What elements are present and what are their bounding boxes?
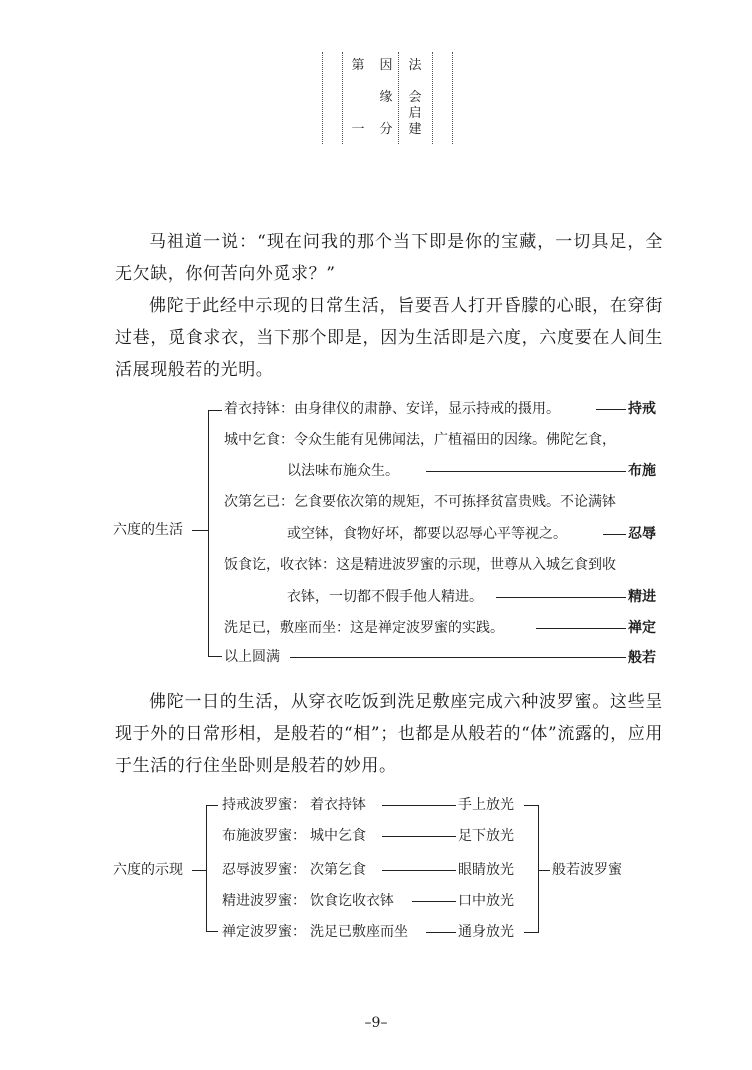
bracket-stem bbox=[192, 870, 206, 871]
header-dotted-rule bbox=[322, 52, 323, 144]
page-number: –9– bbox=[364, 1015, 388, 1031]
daily-act: 饮食讫收衣钵 bbox=[310, 893, 394, 909]
diagram-root-label: 六度的生活 bbox=[113, 522, 183, 538]
paramita-label: 持戒波罗蜜： bbox=[222, 797, 306, 813]
leader-line bbox=[596, 409, 626, 410]
paragraph-prajna: 佛陀一日的生活，从穿衣吃饭到洗足敷座完成六种波罗蜜。这些呈现于外的日常形相，是般若的“相”；也都是从般若的“体”流露的，应用于生活的行住坐卧则是般若的妙用。 bbox=[115, 692, 663, 776]
diagram-item-line: 城中乞食：令众生能有见佛闻法，广植福田的因缘。佛陀乞食， bbox=[224, 432, 616, 448]
right-bracket-top bbox=[524, 805, 538, 806]
paramita-label: 忍辱波罗蜜： bbox=[222, 862, 306, 878]
header-dotted-rule bbox=[398, 52, 399, 144]
header-dotted-rule bbox=[452, 52, 453, 144]
right-bracket-stem bbox=[538, 870, 550, 871]
paramita-label: 布施波罗蜜： bbox=[222, 828, 306, 844]
right-bracket-bottom bbox=[524, 932, 538, 933]
leader-line bbox=[382, 836, 456, 837]
header-title: 法 会 启 建 bbox=[408, 58, 422, 137]
leader-line bbox=[382, 805, 456, 806]
header-dotted-rule bbox=[432, 52, 433, 144]
light-label: 通身放光 bbox=[458, 924, 514, 940]
bracket-top bbox=[208, 410, 222, 411]
paramita-tag: 忍辱 bbox=[628, 526, 656, 542]
bracket-top bbox=[206, 805, 218, 806]
header-section: 因 缘 分 bbox=[379, 58, 393, 137]
paramita-tag: 禅定 bbox=[628, 620, 656, 636]
diagram-root-label: 六度的示现 bbox=[113, 862, 183, 878]
light-label: 口中放光 bbox=[458, 893, 514, 909]
leader-line bbox=[603, 534, 626, 535]
right-bracket-spine bbox=[538, 805, 539, 933]
daily-act: 次第乞食 bbox=[310, 862, 366, 878]
header-chapter: 第 一 bbox=[351, 58, 365, 137]
diagram-item-line: 饭食讫，收衣钵：这是精进波罗蜜的示现，世尊从入城乞食到收 bbox=[224, 557, 616, 573]
bracket-bottom bbox=[206, 931, 218, 932]
header-dotted-rule bbox=[342, 52, 343, 144]
paramita-tag: 精进 bbox=[628, 589, 656, 605]
leader-line bbox=[412, 901, 456, 902]
paramita-tag: 持戒 bbox=[628, 401, 656, 417]
daily-act: 城中乞食 bbox=[310, 828, 366, 844]
diagram-item-line: 或空钵，食物好坏，都要以忍辱心平等视之。 bbox=[287, 526, 567, 542]
bracket-stem bbox=[192, 530, 208, 531]
diagram-item-line: 衣钵，一切都不假手他人精进。 bbox=[287, 589, 483, 605]
leader-line bbox=[290, 657, 626, 658]
paramita-tag: 般若 bbox=[628, 650, 656, 666]
daily-act: 洗足已敷座而坐 bbox=[310, 924, 408, 940]
daily-act: 着衣持钵 bbox=[310, 797, 366, 813]
bracket-spine bbox=[208, 410, 209, 657]
leader-line bbox=[426, 932, 456, 933]
leader-line bbox=[426, 471, 626, 472]
diagram-item-line: 以法味布施众生。 bbox=[287, 463, 399, 479]
bracket-bottom bbox=[208, 656, 222, 657]
leader-line bbox=[536, 628, 626, 629]
light-label: 眼睛放光 bbox=[458, 862, 514, 878]
light-label: 足下放光 bbox=[458, 828, 514, 844]
paramita-label: 精进波罗蜜： bbox=[222, 893, 306, 909]
bracket-spine bbox=[206, 805, 207, 932]
diagram-item-line: 着衣持钵：由身律仪的肃静、安详，显示持戒的摄用。 bbox=[224, 401, 560, 417]
diagram-item-line: 洗足已，敷座而坐：这是禅定波罗蜜的实践。 bbox=[224, 620, 504, 636]
leader-line bbox=[496, 597, 626, 598]
paramita-label: 禅定波罗蜜： bbox=[222, 924, 306, 940]
paragraph-daily-life: 佛陀于此经中示现的日常生活，旨要吾人打开昏朦的心眼，在穿街过巷，觅食求衣，当下那个即是，因为生活即是六度，六度要在人间生活展现般若的光明。 bbox=[115, 296, 663, 380]
diagram-item-line: 以上圆满 bbox=[224, 649, 280, 665]
light-label: 手上放光 bbox=[458, 797, 514, 813]
diagram-item-line: 次第乞已：乞食要依次第的规矩，不可拣择贫富贵贱。不论满钵 bbox=[224, 494, 616, 510]
leader-line bbox=[382, 870, 456, 871]
paramita-tag: 布施 bbox=[628, 463, 656, 479]
paragraph-mazu-quote: 马祖道一说：“现在问我的那个当下即是你的宝藏，一切具足，全无欠缺，你何苦向外觅求？” bbox=[115, 232, 663, 284]
result-label: 般若波罗蜜 bbox=[552, 862, 622, 878]
